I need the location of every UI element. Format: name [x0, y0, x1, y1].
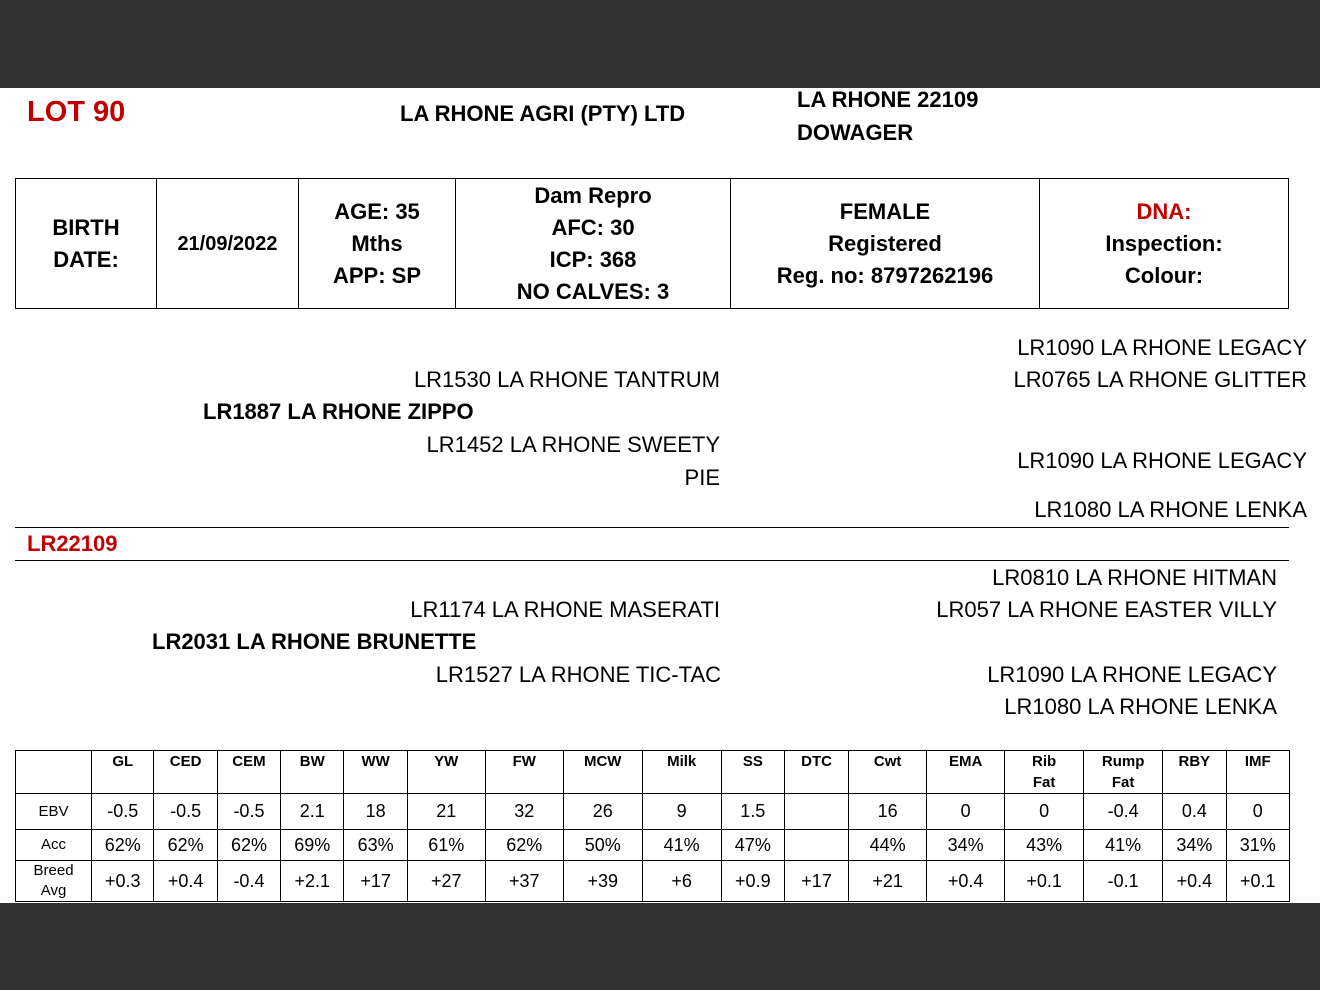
birth-date-label [16, 179, 157, 309]
ebv-row-label: Breed Avg [16, 861, 92, 902]
repro-icp: ICP: 368 [549, 246, 637, 272]
dam-dam-dam: LR1080 LA RHONE LENKA [1004, 694, 1277, 719]
sire-sire-dam: LR0765 LA RHONE GLITTER [1013, 367, 1307, 392]
dam: LR2031 LA RHONE BRUNETTE [152, 629, 477, 654]
age-cell [299, 179, 456, 309]
ebv-header-dtc: DTC [784, 751, 848, 794]
inspection-label: Inspection: [1105, 230, 1223, 256]
ebv-cell: 63% [344, 830, 407, 861]
ebv-cell: 0 [1005, 794, 1084, 830]
dna-cell [1040, 179, 1289, 309]
animal-name-line1: LA RHONE 22109 [797, 88, 979, 112]
ebv-cell: +0.4 [1163, 861, 1226, 902]
ebv-cell: +17 [344, 861, 407, 902]
ebv-cell [784, 794, 848, 830]
ebv-header-rib-fat: Rib Fat [1005, 751, 1084, 794]
ebv-cell: 0 [1226, 794, 1290, 830]
dam-sire-sire: LR0810 LA RHONE HITMAN [992, 565, 1277, 590]
sire-dam-dam: LR1080 LA RHONE LENKA [1034, 497, 1307, 522]
ebv-header-rump-fat: Rump Fat [1084, 751, 1163, 794]
ebv-cell: -0.5 [154, 794, 217, 830]
ebv-header-cem: CEM [217, 751, 280, 794]
breed-avg-row [16, 861, 1290, 902]
ebv-cell: 32 [485, 794, 563, 830]
ebv-cell: 69% [281, 830, 344, 861]
repro-title: Dam Repro [534, 182, 652, 208]
ebv-header-imf: IMF [1226, 751, 1290, 794]
ebv-cell: +39 [563, 861, 642, 902]
age: AGE: 35 [334, 198, 420, 224]
ebv-cell: 62% [92, 830, 154, 861]
divider-top [15, 527, 1289, 528]
ebv-cell: +17 [784, 861, 848, 902]
ebv-row [16, 794, 1290, 830]
ebv-cell: +0.1 [1226, 861, 1290, 902]
sire-sire-sire: LR1090 LA RHONE LEGACY [1017, 335, 1307, 360]
ebv-row-label: Acc [16, 830, 92, 861]
ebv-header-cwt: Cwt [849, 751, 927, 794]
divider-bottom [15, 560, 1289, 561]
seller-name: LA RHONE AGRI (PTY) LTD [400, 101, 686, 126]
ebv-cell: 16 [849, 794, 927, 830]
dam-sire-dam: LR057 LA RHONE EASTER VILLY [936, 597, 1277, 622]
registration-cell [731, 179, 1040, 309]
ebv-cell: -0.5 [217, 794, 280, 830]
ebv-cell: 1.5 [721, 794, 784, 830]
sex: FEMALE [839, 198, 931, 224]
ebv-header-fw: FW [485, 751, 563, 794]
ebv-header-gl: GL [92, 751, 154, 794]
ebv-cell: 61% [407, 830, 485, 861]
ebv-cell: +21 [849, 861, 927, 902]
ebv-corner [16, 751, 92, 794]
sire-dam-sire: LR1090 LA RHONE LEGACY [1017, 448, 1307, 473]
ebv-header-ww: WW [344, 751, 407, 794]
ebv-cell: 34% [927, 830, 1005, 861]
dam-dam: LR1527 LA RHONE TIC-TAC [435, 662, 721, 687]
animal-name [797, 88, 978, 149]
repro-afc: AFC: 30 [551, 214, 635, 240]
lot-number: LOT 90 [27, 96, 126, 128]
dam-repro-cell [456, 179, 731, 309]
ebv-cell: 0.4 [1163, 794, 1226, 830]
ebv-cell: 26 [563, 794, 642, 830]
registration-number: Reg. no: 8797262196 [776, 262, 994, 288]
ebv-cell: -0.4 [1084, 794, 1163, 830]
ebv-cell: +0.1 [1005, 861, 1084, 902]
ebv-cell: +2.1 [281, 861, 344, 902]
ebv-header-rby: RBY [1163, 751, 1226, 794]
ebv-cell: 62% [154, 830, 217, 861]
info-table [15, 178, 1289, 309]
ebv-cell: +27 [407, 861, 485, 902]
sire-sire: LR1530 LA RHONE TANTRUM [413, 367, 720, 392]
ebv-cell: +0.3 [92, 861, 154, 902]
ebv-cell: -0.4 [217, 861, 280, 902]
ebv-table [15, 750, 1290, 902]
ebv-cell: 62% [217, 830, 280, 861]
lot-sheet [0, 88, 1320, 903]
ebv-cell: +37 [485, 861, 563, 902]
ebv-cell: 44% [849, 830, 927, 861]
ebv-cell: +0.9 [721, 861, 784, 902]
ebv-cell: 9 [642, 794, 721, 830]
animal-name-line2: DOWAGER [797, 120, 914, 145]
sire-dam-line2: PIE [684, 465, 720, 490]
ebv-cell: 0 [927, 794, 1005, 830]
ebv-header-mcw: MCW [563, 751, 642, 794]
ebv-cell: 47% [721, 830, 784, 861]
sire: LR1887 LA RHONE ZIPPO [203, 399, 474, 424]
ebv-header-row [16, 751, 1290, 794]
ebv-cell: 31% [1226, 830, 1290, 861]
ebv-cell: 34% [1163, 830, 1226, 861]
ebv-header-ss: SS [721, 751, 784, 794]
appraisal: APP: SP [332, 262, 422, 288]
birth-date-value: 21/09/2022 [157, 179, 299, 309]
ebv-cell: +0.4 [154, 861, 217, 902]
ebv-cell: 41% [1084, 830, 1163, 861]
ebv-cell: 18 [344, 794, 407, 830]
age-unit: Mths [351, 230, 403, 256]
ebv-cell: 62% [485, 830, 563, 861]
ebv-header-milk: Milk [642, 751, 721, 794]
ebv-cell: 21 [407, 794, 485, 830]
colour-label: Colour: [1124, 262, 1204, 288]
ebv-header-ced: CED [154, 751, 217, 794]
ebv-header-ema: EMA [927, 751, 1005, 794]
ebv-cell: 41% [642, 830, 721, 861]
calf-id: LR22109 [27, 531, 118, 556]
ebv-cell: 50% [563, 830, 642, 861]
ebv-header-yw: YW [407, 751, 485, 794]
ebv-cell: 43% [1005, 830, 1084, 861]
ebv-cell [784, 830, 848, 861]
ebv-cell: -0.5 [92, 794, 154, 830]
birth-label-1: BIRTH [52, 214, 120, 240]
dam-dam-sire: LR1090 LA RHONE LEGACY [987, 662, 1277, 687]
acc-row [16, 830, 1290, 861]
registration-status: Registered [828, 230, 942, 256]
ebv-row-label: EBV [16, 794, 92, 830]
ebv-header-bw: BW [281, 751, 344, 794]
dam-sire: LR1174 LA RHONE MASERATI [410, 597, 720, 622]
sire-dam-line1: LR1452 LA RHONE SWEETY [426, 432, 720, 457]
ebv-cell: +0.4 [927, 861, 1005, 902]
ebv-cell: -0.1 [1084, 861, 1163, 902]
ebv-cell: 2.1 [281, 794, 344, 830]
birth-label-2: DATE: [53, 246, 119, 272]
repro-calves: NO CALVES: 3 [516, 278, 670, 304]
ebv-cell: +6 [642, 861, 721, 902]
dna-label: DNA: [1136, 198, 1192, 224]
